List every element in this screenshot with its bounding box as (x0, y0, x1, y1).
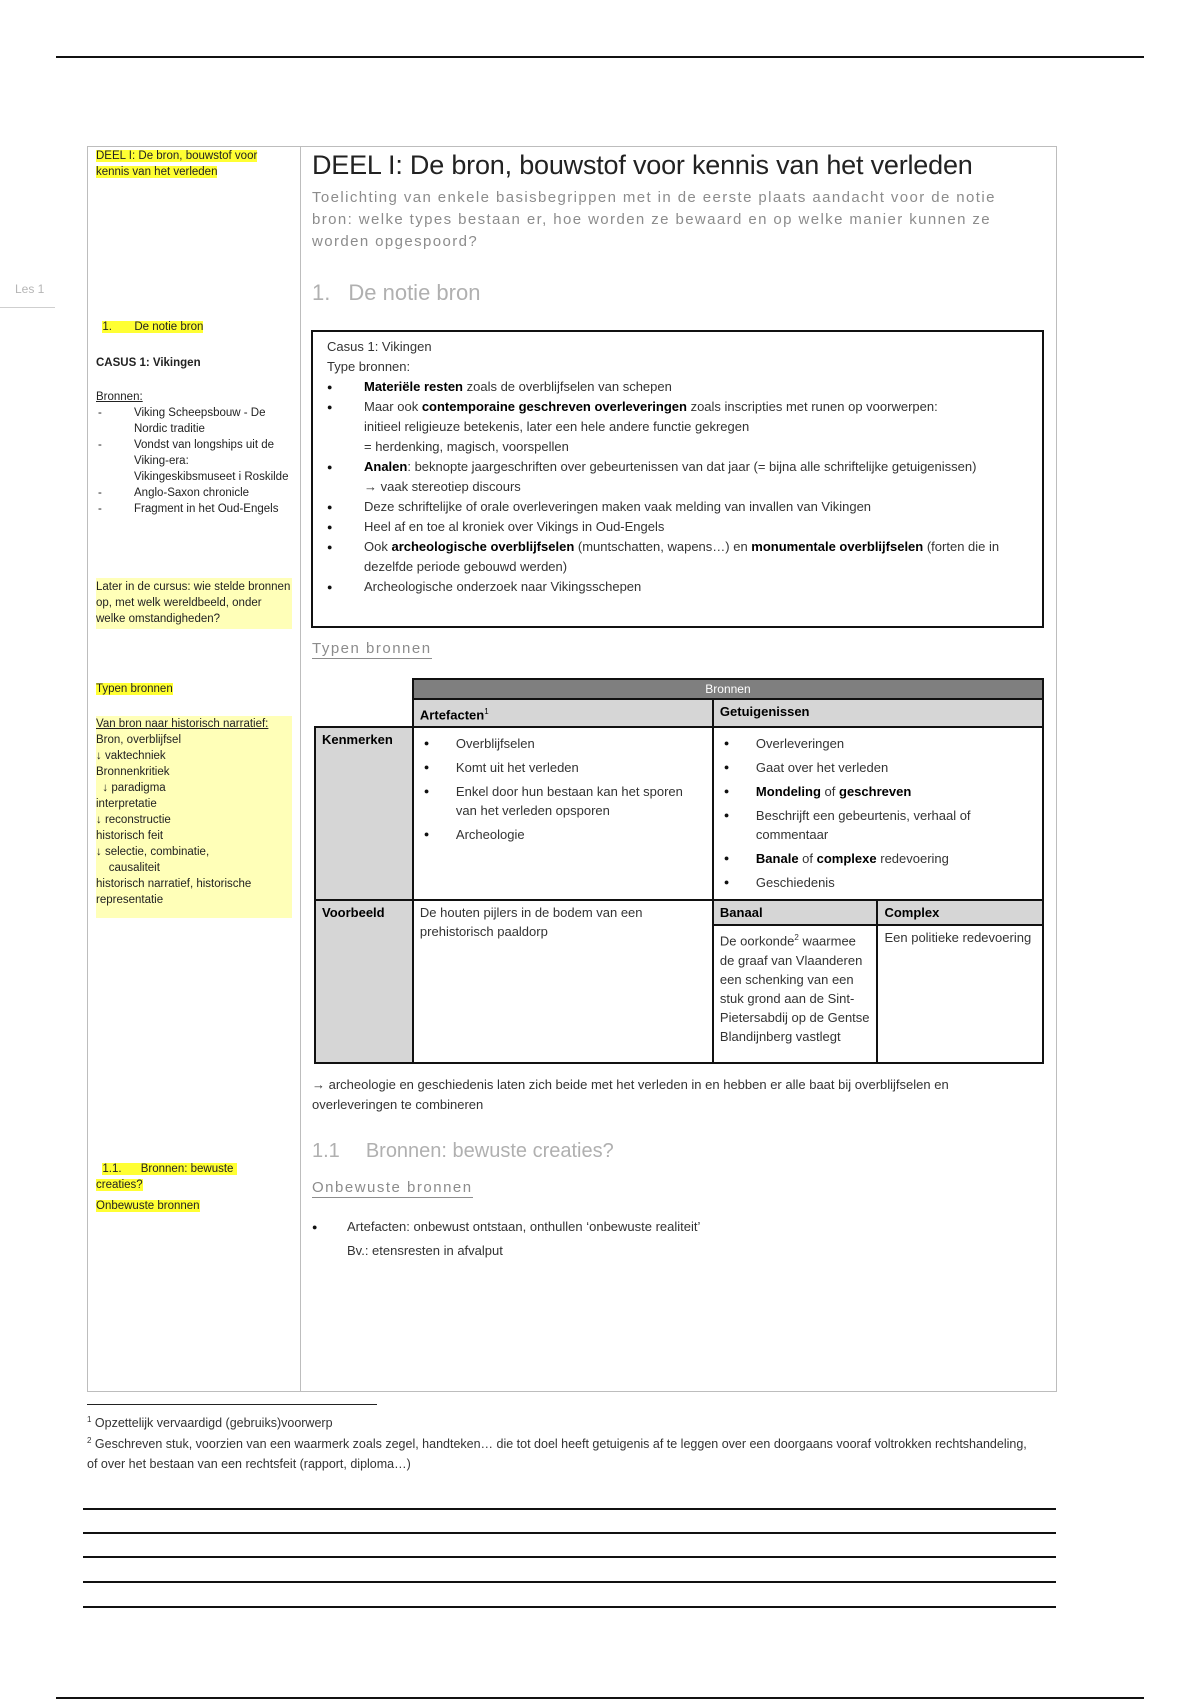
sidebar-van-bron-line: ↓ reconstructie (96, 814, 171, 826)
list-item: ● Gaat over het verleden (720, 758, 1036, 777)
sidebar-van-bron-line: historisch feit (96, 830, 164, 842)
list-item: ● Komt uit het verleden (420, 758, 706, 777)
list-item: ● Maar ook contemporaine geschreven overleveringen zoals inscripties met runen op voorwerpen: initieel religieuze betekenis, later een hele andere functie gekregen = herdenking, magisch, voorspellen (327, 397, 1028, 457)
footnote-rule (87, 1404, 377, 1405)
table-col-artefacten: Artefacten$^1$ (413, 699, 713, 727)
heading-text: De notie bron (348, 280, 481, 305)
sidebar-bronnen (96, 389, 291, 517)
notes-line (83, 1556, 1056, 1558)
sidebar-van-bron-line: ↓ vaktechniek (96, 750, 166, 762)
table-cell-banaal: De oorkonde$^2$ waarmee de graaf van Vlaanderen een schenking van een stuk grond aan de Sint-Pietersabdij op de Gentse Blandijnberg vastlegt (713, 925, 878, 1063)
list-item: ● Artefacten: onbewust ontstaan, onthullen ‘onbewuste realiteit’ Bv.: etensresten in afvalput (312, 1219, 701, 1258)
footnote-2: $^2$ Geschreven stuk, voorzien van een waarmerk zoals zegel, handteken… die tot doel heeft getuigenis af te leggen over een doorgaans vooraf voltrokken rechtshandeling, of over het bestaan van een rechtsfeit (rapport, diploma…) (87, 1436, 1027, 1472)
list-item: ● Beschrijft een gebeurtenis, verhaal of commentaar (720, 806, 1036, 844)
case-type-label: Type bronnen: (327, 359, 411, 374)
column-divider (300, 146, 301, 1392)
heading-onbewuste-bronnen: Onbewuste bronnen (312, 1179, 473, 1196)
sidebar-notie-bron: 1. De notie bron (102, 321, 204, 333)
notes-line (83, 1508, 1056, 1510)
list-item: - Viking Scheepsbouw - De Nordic traditie (96, 405, 291, 437)
list-item: ● Overblijfselen (420, 734, 706, 753)
list-item: ● Archeologische onderzoek naar Vikingsschepen (327, 577, 1028, 597)
table-col-complex: Complex (877, 900, 1043, 925)
after-table-note: → archeologie en geschiedenis laten zich beide met het verleden in en hebben er alle baat bij overblijfselen en overleveringen te combineren (312, 1077, 949, 1112)
sidebar-later-note: Later in de cursus: wie stelde bronnen op, met welk wereldbeeld, onder welke omstandigheden? (96, 578, 292, 629)
heading-number: 1. (312, 280, 331, 305)
top-rule (56, 56, 1144, 58)
sidebar-van-bron (96, 716, 292, 918)
table-row-voorbeeld: Voorbeeld (315, 900, 413, 1063)
case-box (311, 330, 1044, 628)
table-cell-getuigenissen (713, 727, 1043, 900)
sidebar-bronnen-list (96, 405, 291, 517)
notes-line (83, 1532, 1056, 1534)
sidebar-bronnen-label: Bronnen: (96, 391, 143, 403)
list-item: ● Overleveringen (720, 734, 1036, 753)
case-list (327, 377, 1028, 597)
list-item: ● Ook archeologische overblijfselen (muntschatten, wapens…) en monumentale overblijfselen (forten die in dezelfde periode gebouwd werden) (327, 537, 1028, 577)
sidebar-van-bron-line: Bronnenkritiek (96, 766, 170, 778)
list-item: ● Banale of complexe redevoering (720, 849, 1036, 868)
sidebar-van-bron-title: Van bron naar historisch narratief: (96, 718, 269, 730)
sidebar-van-bron-line: causaliteit (96, 862, 160, 874)
list-item: ● Analen: beknopte jaargeschriften over gebeurtenissen van dat jaar (= bijna alle schriftelijke getuigenissen) → vaak stereotiep discours (327, 457, 1028, 497)
page-title: DEEL I: De bron, bouwstof voor kennis van het verleden (312, 150, 973, 180)
bottom-rule (56, 1697, 1144, 1699)
heading-typen-bronnen: Typen bronnen (312, 640, 432, 657)
footnote-1: $^1$ Opzettelijk vervaardigd (gebruiks)voorwerp (87, 1415, 333, 1431)
lesson-tag: Les 1 (15, 282, 45, 296)
lesson-tag-line (0, 307, 55, 308)
table-col-banaal: Banaal (713, 900, 878, 925)
list-item: ● Deze schriftelijke of orale overleveringen maken vaak melding van invallen van Vikingen (327, 497, 1028, 517)
sidebar-bewuste-creaties: 1.1. Bronnen: bewuste creaties? (96, 1163, 237, 1191)
list-item: - Anglo-Saxon chronicle (96, 485, 291, 501)
table-header-bronnen: Bronnen (413, 679, 1043, 699)
onbewuste-list (312, 1215, 700, 1263)
heading-text: Bronnen: bewuste creaties? (365, 1140, 614, 1162)
sidebar-section-title: DEEL I: De bron, bouwstof voor kennis van het verleden (96, 150, 258, 178)
table-row-kenmerken: Kenmerken (315, 727, 413, 900)
heading-notie-bron (312, 280, 480, 306)
notes-line (83, 1606, 1056, 1608)
list-item: ● Geschiedenis (720, 873, 1036, 892)
notes-line (83, 1581, 1056, 1583)
table-cell-complex: Een politieke redevoering (877, 925, 1043, 1063)
sidebar-onbewuste-bronnen: Onbewuste bronnen (96, 1200, 200, 1212)
sidebar-casus-title: CASUS 1: Vikingen (96, 357, 201, 369)
page-subtitle: Toelichting van enkele basisbegrippen met in de eerste plaats aandacht voor de notie bron: welke types bestaan er, hoe worden ze bewaard en op welke manier kunnen ze worden opgespoord? (312, 189, 996, 250)
table-cell-voorbeeld-artefact: De houten pijlers in de bodem van een prehistorisch paaldorp (413, 900, 713, 1063)
list-item: ● Heel af en toe al kroniek over Vikings in Oud-Engels (327, 517, 1028, 537)
case-title: Casus 1: Vikingen (327, 339, 432, 354)
sidebar-van-bron-line: interpretatie (96, 798, 157, 810)
sidebar-van-bron-line: Bron, overblijfsel (96, 734, 182, 746)
heading-number: 1.1 (312, 1140, 340, 1162)
bronnen-table (314, 678, 1044, 1064)
table-col-getuigenissen: Getuigenissen (713, 699, 1043, 727)
list-item: ● Mondeling of geschreven (720, 782, 1036, 801)
sidebar-van-bron-line: historisch narratief, historische representatie (96, 878, 252, 906)
sidebar-van-bron-line: ↓ selectie, combinatie, (96, 846, 210, 858)
heading-bewuste-creaties (312, 1140, 614, 1163)
list-item: ● Enkel door hun bestaan kan het sporen van het verleden opsporen (420, 782, 706, 820)
list-item: - Fragment in het Oud-Engels (96, 501, 291, 517)
list-item: ● Materiële resten zoals de overblijfselen van schepen (327, 377, 1028, 397)
list-item: - Vondst van longships uit de Viking-era: Vikingeskibsmuseet i Roskilde (96, 437, 291, 485)
sidebar-typen-bronnen: Typen bronnen (96, 683, 173, 695)
table-cell-artefacten (413, 727, 713, 900)
sidebar-van-bron-line: ↓ paradigma (96, 782, 166, 794)
list-item: ● Archeologie (420, 825, 706, 844)
